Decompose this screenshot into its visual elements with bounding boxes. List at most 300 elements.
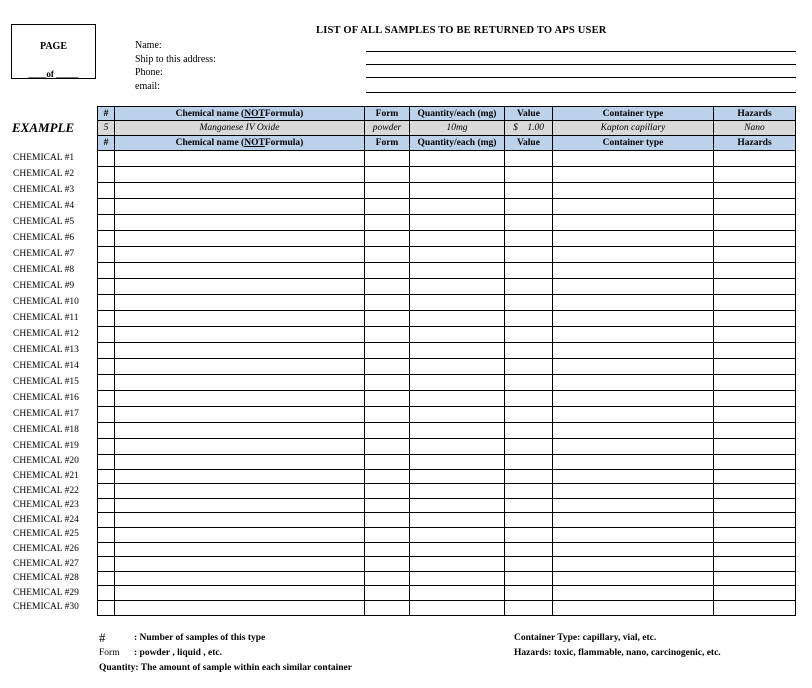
cell-value[interactable] [505, 557, 553, 572]
cell-chemical[interactable] [115, 423, 365, 439]
table-row [97, 484, 796, 499]
cell-num[interactable] [97, 231, 115, 247]
cell-hazards[interactable] [714, 375, 796, 391]
cell-hazards[interactable] [714, 423, 796, 439]
page-number-box [11, 24, 96, 79]
cell-form[interactable] [365, 528, 410, 543]
col-hazards-header: Hazards [714, 136, 796, 151]
chemical-row-label: CHEMICAL #2 [13, 169, 75, 179]
cell-value[interactable] [505, 199, 553, 215]
chem-header-post: Formula) [264, 108, 304, 119]
col-container-header: Container type [553, 106, 714, 121]
cell-qty[interactable] [410, 407, 505, 423]
cell-hazards[interactable] [714, 499, 796, 514]
cell-value[interactable] [505, 279, 553, 295]
cell-form[interactable] [365, 167, 410, 183]
chem-header-pre: Chemical name ( [175, 108, 245, 119]
name-label: Name: [135, 40, 162, 51]
cell-chemical[interactable] [115, 375, 365, 391]
table-row [97, 295, 796, 311]
cell-chemical[interactable] [115, 586, 365, 601]
cell-chemical[interactable] [115, 557, 365, 572]
cell-value[interactable] [505, 311, 553, 327]
chemical-row-label: CHEMICAL #19 [13, 441, 79, 451]
table-row [97, 557, 796, 572]
cell-qty[interactable] [410, 231, 505, 247]
cell-qty[interactable] [410, 484, 505, 499]
cell-form[interactable] [365, 183, 410, 199]
cell-form[interactable] [365, 327, 410, 343]
cell-container[interactable] [553, 470, 714, 485]
cell-num[interactable] [97, 439, 115, 455]
example-qty: 10mg [410, 121, 505, 136]
cell-hazards[interactable] [714, 215, 796, 231]
cell-container[interactable] [553, 247, 714, 263]
phone-email-line[interactable] [366, 92, 796, 93]
cell-qty[interactable] [410, 279, 505, 295]
cell-form[interactable] [365, 423, 410, 439]
cell-container[interactable] [553, 572, 714, 587]
col-value-header: Value [505, 106, 553, 121]
cell-value[interactable] [505, 586, 553, 601]
cell-num[interactable] [97, 279, 115, 295]
cell-chemical[interactable] [115, 231, 365, 247]
cell-chemical[interactable] [115, 151, 365, 167]
cell-form[interactable] [365, 499, 410, 514]
cell-container[interactable] [553, 279, 714, 295]
cell-value[interactable] [505, 215, 553, 231]
cell-container[interactable] [553, 199, 714, 215]
cell-chemical[interactable] [115, 263, 365, 279]
table-row [97, 247, 796, 263]
table-row [97, 439, 796, 455]
cell-chemical[interactable] [115, 513, 365, 528]
cell-chemical[interactable] [115, 199, 365, 215]
cell-value[interactable] [505, 484, 553, 499]
cell-value[interactable] [505, 470, 553, 485]
chemical-row-label: CHEMICAL #30 [13, 602, 79, 613]
cell-qty[interactable] [410, 391, 505, 407]
cell-value[interactable] [505, 528, 553, 543]
address-line-1[interactable] [366, 64, 796, 65]
name-line[interactable] [366, 51, 796, 52]
cell-container[interactable] [553, 391, 714, 407]
cell-chemical[interactable] [115, 484, 365, 499]
cell-chemical[interactable] [115, 543, 365, 558]
table-row [97, 470, 796, 485]
cell-form[interactable] [365, 572, 410, 587]
cell-num[interactable] [97, 423, 115, 439]
cell-qty[interactable] [410, 513, 505, 528]
cell-hazards[interactable] [714, 183, 796, 199]
cell-qty[interactable] [410, 183, 505, 199]
cell-num[interactable] [97, 167, 115, 183]
cell-qty[interactable] [410, 327, 505, 343]
cell-chemical[interactable] [115, 343, 365, 359]
cell-value[interactable] [505, 295, 553, 311]
cell-hazards[interactable] [714, 247, 796, 263]
cell-hazards[interactable] [714, 359, 796, 375]
chem-header-pre: Chemical name ( [175, 138, 245, 148]
cell-hazards[interactable] [714, 513, 796, 528]
cell-value[interactable] [505, 455, 553, 470]
chemical-row-label: CHEMICAL #17 [13, 409, 79, 419]
table-row [97, 423, 796, 439]
cell-value[interactable] [505, 327, 553, 343]
table-row [97, 543, 796, 558]
cell-container[interactable] [553, 543, 714, 558]
cell-chemical[interactable] [115, 167, 365, 183]
cell-form[interactable] [365, 391, 410, 407]
col-num-header: # [97, 136, 115, 151]
cell-hazards[interactable] [714, 407, 796, 423]
address-line-2[interactable] [366, 77, 796, 78]
cell-container[interactable] [553, 423, 714, 439]
cell-value[interactable] [505, 167, 553, 183]
table-row [97, 231, 796, 247]
example-row [97, 121, 796, 136]
cell-num[interactable] [97, 586, 115, 601]
chemical-row-label: CHEMICAL #12 [13, 329, 79, 339]
cell-value[interactable] [505, 499, 553, 514]
cell-chemical[interactable] [115, 295, 365, 311]
chemical-row-label: CHEMICAL #9 [13, 281, 75, 291]
cell-form[interactable] [365, 199, 410, 215]
cell-form[interactable] [365, 601, 410, 616]
cell-chemical[interactable] [115, 327, 365, 343]
cell-form[interactable] [365, 295, 410, 311]
cell-num[interactable] [97, 183, 115, 199]
cell-form[interactable] [365, 470, 410, 485]
cell-hazards[interactable] [714, 586, 796, 601]
cell-hazards[interactable] [714, 199, 796, 215]
cell-form[interactable] [365, 247, 410, 263]
cell-num[interactable] [97, 151, 115, 167]
cell-form[interactable] [365, 513, 410, 528]
cell-qty[interactable] [410, 470, 505, 485]
table-row [97, 167, 796, 183]
chemical-row-label: CHEMICAL #27 [13, 558, 79, 569]
cell-hazards[interactable] [714, 439, 796, 455]
cell-value[interactable] [505, 601, 553, 616]
cell-num[interactable] [97, 572, 115, 587]
cell-num[interactable] [97, 499, 115, 514]
cell-hazards[interactable] [714, 263, 796, 279]
cell-value[interactable] [505, 513, 553, 528]
cell-num[interactable] [97, 407, 115, 423]
cell-container[interactable] [553, 557, 714, 572]
chemical-row-label: CHEMICAL #13 [13, 345, 79, 355]
table-row [97, 151, 796, 167]
cell-qty[interactable] [410, 199, 505, 215]
cell-chemical[interactable] [115, 528, 365, 543]
col-num-header: # [97, 106, 115, 121]
cell-chemical[interactable] [115, 470, 365, 485]
page-of-field[interactable]: ____of _____ [28, 69, 79, 79]
table-row [97, 586, 796, 601]
cell-qty[interactable] [410, 499, 505, 514]
cell-chemical[interactable] [115, 311, 365, 327]
chemical-row-label: CHEMICAL #6 [13, 233, 75, 243]
chem-header-post: Formula) [264, 138, 304, 148]
legend-hash-text: : Number of samples of this type [134, 633, 266, 643]
cell-chemical[interactable] [115, 572, 365, 587]
cell-chemical[interactable] [115, 247, 365, 263]
cell-value[interactable] [505, 343, 553, 359]
chemical-row-label: CHEMICAL #28 [13, 573, 79, 584]
cell-chemical[interactable] [115, 359, 365, 375]
cell-qty[interactable] [410, 455, 505, 470]
cell-num[interactable] [97, 557, 115, 572]
cell-form[interactable] [365, 375, 410, 391]
legend-hash-key: # [99, 630, 106, 645]
cell-num[interactable] [97, 327, 115, 343]
cell-container[interactable] [553, 455, 714, 470]
cell-chemical[interactable] [115, 499, 365, 514]
cell-form[interactable] [365, 231, 410, 247]
col-qty-header: Quantity/each (mg) [410, 106, 505, 121]
cell-form[interactable] [365, 151, 410, 167]
cell-value[interactable] [505, 183, 553, 199]
cell-form[interactable] [365, 343, 410, 359]
cell-form[interactable] [365, 455, 410, 470]
example-num: 5 [97, 121, 115, 136]
cell-hazards[interactable] [714, 231, 796, 247]
cell-num[interactable] [97, 543, 115, 558]
col-hazards-header: Hazards [714, 106, 796, 121]
cell-container[interactable] [553, 359, 714, 375]
cell-num[interactable] [97, 513, 115, 528]
cell-qty[interactable] [410, 439, 505, 455]
table-row [97, 375, 796, 391]
cell-qty[interactable] [410, 557, 505, 572]
table-header-row-2 [97, 136, 796, 151]
table-row [97, 327, 796, 343]
cell-form[interactable] [365, 407, 410, 423]
table-header-row [97, 106, 796, 121]
example-value: $ 1.00 [505, 121, 553, 136]
cell-qty[interactable] [410, 151, 505, 167]
table-row [97, 343, 796, 359]
chemical-row-label: CHEMICAL #18 [13, 425, 79, 435]
chemical-row-label: CHEMICAL #21 [13, 470, 79, 481]
chemical-row-label: CHEMICAL #7 [13, 249, 75, 259]
cell-container[interactable] [553, 311, 714, 327]
cell-num[interactable] [97, 311, 115, 327]
cell-value[interactable] [505, 572, 553, 587]
cell-value[interactable] [505, 231, 553, 247]
chemical-row-label: CHEMICAL #1 [13, 153, 75, 163]
cell-form[interactable] [365, 359, 410, 375]
cell-container[interactable] [553, 407, 714, 423]
legend-form-key: Form [99, 648, 120, 658]
cell-container[interactable] [553, 215, 714, 231]
cell-qty[interactable] [410, 375, 505, 391]
cell-num[interactable] [97, 295, 115, 311]
cell-num[interactable] [97, 470, 115, 485]
cell-hazards[interactable] [714, 572, 796, 587]
cell-container[interactable] [553, 375, 714, 391]
chemical-row-label: CHEMICAL #25 [13, 529, 79, 540]
cell-chemical[interactable] [115, 183, 365, 199]
cell-form[interactable] [365, 484, 410, 499]
cell-value[interactable] [505, 391, 553, 407]
table-row [97, 183, 796, 199]
cell-qty[interactable] [410, 247, 505, 263]
chemical-row-label: CHEMICAL #22 [13, 485, 79, 496]
table-row [97, 499, 796, 514]
cell-chemical[interactable] [115, 215, 365, 231]
cell-value[interactable] [505, 151, 553, 167]
cell-container[interactable] [553, 183, 714, 199]
cell-container[interactable] [553, 167, 714, 183]
cell-hazards[interactable] [714, 484, 796, 499]
cell-hazards[interactable] [714, 601, 796, 616]
table-row [97, 391, 796, 407]
cell-value[interactable] [505, 439, 553, 455]
legend-quantity-text: Quantity: The amount of sample within each similar container [99, 663, 352, 673]
chemical-row-label: CHEMICAL #10 [13, 297, 79, 307]
cell-value[interactable] [505, 375, 553, 391]
cell-hazards[interactable] [714, 391, 796, 407]
cell-hazards[interactable] [714, 151, 796, 167]
chemical-row-label: CHEMICAL #20 [13, 456, 79, 467]
cell-container[interactable] [553, 513, 714, 528]
cell-form[interactable] [365, 215, 410, 231]
col-container-header: Container type [553, 136, 714, 151]
cell-container[interactable] [553, 343, 714, 359]
cell-num[interactable] [97, 528, 115, 543]
cell-chemical[interactable] [115, 439, 365, 455]
cell-qty[interactable] [410, 601, 505, 616]
cell-num[interactable] [97, 263, 115, 279]
cell-hazards[interactable] [714, 528, 796, 543]
cell-value[interactable] [505, 263, 553, 279]
cell-container[interactable] [553, 263, 714, 279]
cell-hazards[interactable] [714, 327, 796, 343]
cell-form[interactable] [365, 279, 410, 295]
cell-hazards[interactable] [714, 543, 796, 558]
cell-container[interactable] [553, 151, 714, 167]
legend-form-text: : powder , liquid , etc. [134, 648, 222, 658]
cell-num[interactable] [97, 484, 115, 499]
cell-num[interactable] [97, 247, 115, 263]
cell-form[interactable] [365, 439, 410, 455]
legend-hazards-text: Hazards: toxic, flammable, nano, carcinogenic, etc. [514, 648, 721, 658]
cell-form[interactable] [365, 263, 410, 279]
form-title: LIST OF ALL SAMPLES TO BE RETURNED TO APS USER [316, 25, 607, 36]
chemical-row-label: CHEMICAL #23 [13, 500, 79, 511]
cell-qty[interactable] [410, 543, 505, 558]
cell-container[interactable] [553, 295, 714, 311]
cell-chemical[interactable] [115, 391, 365, 407]
cell-value[interactable] [505, 423, 553, 439]
cell-form[interactable] [365, 311, 410, 327]
cell-value[interactable] [505, 359, 553, 375]
cell-hazards[interactable] [714, 557, 796, 572]
cell-form[interactable] [365, 586, 410, 601]
cell-num[interactable] [97, 215, 115, 231]
cell-num[interactable] [97, 601, 115, 616]
legend-container-text: Container Type: capillary, vial, etc. [514, 633, 657, 643]
cell-container[interactable] [553, 231, 714, 247]
cell-num[interactable] [97, 343, 115, 359]
cell-container[interactable] [553, 484, 714, 499]
cell-num[interactable] [97, 391, 115, 407]
cell-num[interactable] [97, 199, 115, 215]
cell-value[interactable] [505, 543, 553, 558]
table-row [97, 528, 796, 543]
cell-container[interactable] [553, 586, 714, 601]
col-chemical-header [115, 106, 365, 121]
table-row [97, 455, 796, 470]
cell-num[interactable] [97, 455, 115, 470]
example-container: Kapton capillary [553, 121, 714, 136]
cell-qty[interactable] [410, 215, 505, 231]
cell-hazards[interactable] [714, 279, 796, 295]
table-row [97, 215, 796, 231]
cell-form[interactable] [365, 543, 410, 558]
cell-chemical[interactable] [115, 455, 365, 470]
table-row [97, 513, 796, 528]
cell-qty[interactable] [410, 423, 505, 439]
cell-chemical[interactable] [115, 601, 365, 616]
cell-qty[interactable] [410, 586, 505, 601]
cell-value[interactable] [505, 407, 553, 423]
chemical-row-label: CHEMICAL #26 [13, 543, 79, 554]
cell-hazards[interactable] [714, 455, 796, 470]
chemical-row-label: CHEMICAL #8 [13, 265, 75, 275]
chem-header-not: NOT [244, 108, 265, 119]
cell-hazards[interactable] [714, 295, 796, 311]
cell-qty[interactable] [410, 572, 505, 587]
cell-hazards[interactable] [714, 311, 796, 327]
col-qty-header: Quantity/each (mg) [410, 136, 505, 151]
cell-qty[interactable] [410, 343, 505, 359]
chemical-row-label: CHEMICAL #15 [13, 377, 79, 387]
table-row [97, 199, 796, 215]
cell-qty[interactable] [410, 528, 505, 543]
cell-num[interactable] [97, 359, 115, 375]
phone-label: Phone: [135, 67, 163, 78]
table-row [97, 263, 796, 279]
email-label: email: [135, 81, 160, 92]
cell-container[interactable] [553, 499, 714, 514]
cell-container[interactable] [553, 528, 714, 543]
cell-qty[interactable] [410, 167, 505, 183]
cell-container[interactable] [553, 439, 714, 455]
cell-form[interactable] [365, 557, 410, 572]
cell-qty[interactable] [410, 311, 505, 327]
example-chemical: Manganese IV Oxide [115, 121, 365, 136]
chemical-row-label: CHEMICAL #14 [13, 361, 79, 371]
cell-qty[interactable] [410, 295, 505, 311]
table-row [97, 311, 796, 327]
cell-num[interactable] [97, 375, 115, 391]
cell-chemical[interactable] [115, 407, 365, 423]
cell-value[interactable] [505, 247, 553, 263]
cell-qty[interactable] [410, 359, 505, 375]
cell-container[interactable] [553, 601, 714, 616]
col-form-header: Form [365, 106, 410, 121]
cell-qty[interactable] [410, 263, 505, 279]
chemical-row-label: CHEMICAL #24 [13, 514, 79, 525]
cell-chemical[interactable] [115, 279, 365, 295]
cell-hazards[interactable] [714, 167, 796, 183]
cell-hazards[interactable] [714, 343, 796, 359]
cell-hazards[interactable] [714, 470, 796, 485]
cell-container[interactable] [553, 327, 714, 343]
